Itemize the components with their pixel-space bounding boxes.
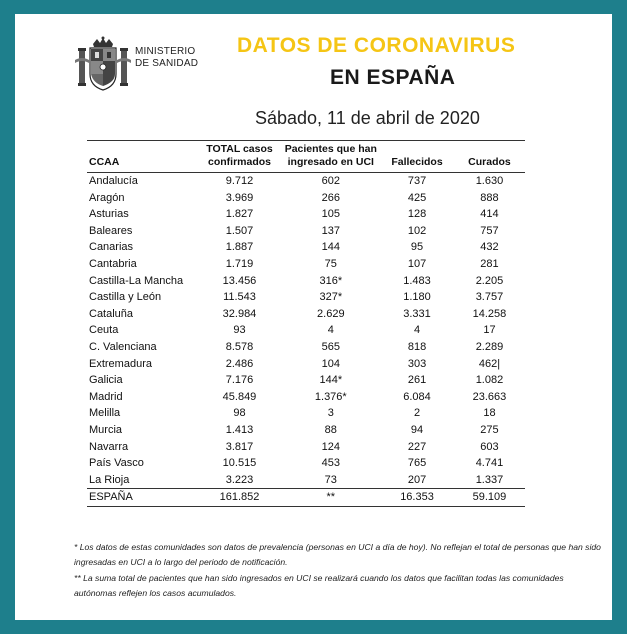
cell-fallecidos: 102 xyxy=(407,224,427,237)
cell-curados: 1.337 xyxy=(475,473,504,486)
cell-total: 9.712 xyxy=(225,175,254,187)
cell-fallecidos: 207 xyxy=(407,473,427,486)
footnotes xyxy=(74,540,604,602)
table-row xyxy=(87,356,525,373)
footnote-2: ** La suma total de pacientes que han sido ingresados en UCI se realizará cuando los datos que facilitan todas las comunidades autónomas reflejen los casos acumulados. xyxy=(74,573,564,598)
cell-uci: 88 xyxy=(324,423,337,436)
cell-fallecidos: 2 xyxy=(413,407,421,420)
cell-fallecidos: 765 xyxy=(407,457,427,470)
cell-uci: 3 xyxy=(327,407,334,420)
header-curados: Curados xyxy=(454,141,525,173)
cell-fallecidos: 95 xyxy=(410,241,424,254)
ministry-logo xyxy=(75,36,235,94)
table-row xyxy=(87,322,525,339)
table-row xyxy=(87,239,525,256)
table-row xyxy=(87,306,525,323)
cell-total: 3.223 xyxy=(225,473,254,486)
footnote-1: * Los datos de estas comunidades son datos de prevalencia (personas en UCI a día de hoy). No reflejan el total de personas que han sido ingresadas en UCI a lo largo del periodo de notificación. xyxy=(74,542,601,567)
table-row xyxy=(87,455,525,472)
cell-fallecidos: 128 xyxy=(407,208,427,221)
cell-curados: 757 xyxy=(480,224,499,237)
ministry-line-1: MINISTERIO xyxy=(135,46,196,57)
cell-ccaa: Asturias xyxy=(89,208,129,221)
cell-ccaa: Cataluña xyxy=(89,307,134,320)
cell-uci: 327* xyxy=(319,291,343,304)
title-line-1: DATOS DE CORONAVIRUS xyxy=(237,34,516,57)
cell-curados: 18 xyxy=(483,407,496,420)
cell-fallecidos: 303 xyxy=(407,357,427,370)
cell-ccaa: Canarias xyxy=(89,241,134,254)
cell-fallecidos: 818 xyxy=(407,340,427,353)
cell-total: 3.817 xyxy=(225,440,254,453)
cell-ccaa: Navarra xyxy=(89,440,129,453)
cell-total: 98 xyxy=(233,407,246,420)
cell-fallecidos: 16.353 xyxy=(380,489,454,507)
cell-curados: 1.630 xyxy=(475,175,504,187)
cell-ccaa: Melilla xyxy=(89,407,121,420)
cell-fallecidos: 1.483 xyxy=(403,274,431,287)
cell-ccaa: Murcia xyxy=(89,423,123,436)
table-row xyxy=(87,273,525,290)
cell-total: 10.515 xyxy=(222,457,257,470)
cell-uci: 2.629 xyxy=(317,307,345,320)
table-row xyxy=(87,206,525,223)
cell-ccaa: Andalucía xyxy=(89,175,138,187)
cell-total: 161.852 xyxy=(198,489,282,507)
cell-curados: 23.663 xyxy=(472,390,507,403)
header-ccaa: CCAA xyxy=(87,141,198,173)
cell-ccaa: ESPAÑA xyxy=(87,489,198,507)
table-row xyxy=(87,256,525,273)
cell-fallecidos: 3.331 xyxy=(403,307,431,320)
cell-fallecidos: 6.084 xyxy=(403,390,431,403)
data-table-container xyxy=(87,140,525,507)
table-total-row xyxy=(87,489,525,507)
header-uci-line-2: ingresado en UCI xyxy=(287,156,374,168)
cell-uci: 144 xyxy=(321,241,340,254)
table-row xyxy=(87,372,525,389)
cell-uci: 1.376* xyxy=(314,390,347,403)
table-body xyxy=(87,173,525,507)
table-row xyxy=(87,173,525,190)
cell-curados: 281 xyxy=(480,257,499,270)
cell-curados: 4.741 xyxy=(475,457,504,470)
cell-total: 1.507 xyxy=(225,224,254,237)
cell-total: 13.456 xyxy=(222,274,257,287)
cell-curados: 888 xyxy=(480,191,499,204)
cell-curados: 17 xyxy=(483,324,496,337)
cell-ccaa: Cantabria xyxy=(89,257,137,270)
table-row xyxy=(87,472,525,489)
cell-total: 1.887 xyxy=(225,241,254,254)
cell-curados: 2.289 xyxy=(475,340,504,353)
cell-fallecidos: 227 xyxy=(407,440,427,453)
cell-ccaa: País Vasco xyxy=(89,457,144,470)
cell-total: 1.719 xyxy=(225,257,254,270)
header-uci xyxy=(281,141,380,173)
cell-uci: 453 xyxy=(321,457,340,470)
cell-fallecidos: 94 xyxy=(410,423,424,436)
cell-uci: 137 xyxy=(321,224,340,237)
ministry-line-2: DE SANIDAD xyxy=(135,58,199,69)
cell-fallecidos: 1.180 xyxy=(403,291,431,304)
cell-uci: ** xyxy=(281,489,380,507)
cell-total: 2.486 xyxy=(225,357,254,370)
cell-curados: 59.109 xyxy=(454,489,525,507)
table-row xyxy=(87,422,525,439)
cell-total: 7.176 xyxy=(225,374,254,387)
cell-total: 8.578 xyxy=(225,340,254,353)
cell-curados: 603 xyxy=(480,440,499,453)
cell-curados: 462| xyxy=(478,357,501,370)
report-date: Sábado, 11 de abril de 2020 xyxy=(255,108,480,128)
cell-ccaa: Ceuta xyxy=(89,324,119,337)
cell-uci: 266 xyxy=(321,191,340,204)
cell-ccaa: Baleares xyxy=(89,224,133,237)
cell-uci: 73 xyxy=(324,473,337,486)
cell-curados: 3.757 xyxy=(475,291,504,304)
cell-uci: 75 xyxy=(324,257,337,270)
cell-curados: 14.258 xyxy=(472,307,507,320)
cell-ccaa: Galicia xyxy=(89,374,123,387)
table-header-row xyxy=(87,141,525,173)
title-line-2: EN ESPAÑA xyxy=(330,66,456,89)
cell-fallecidos: 4 xyxy=(413,324,421,337)
cell-ccaa: La Rioja xyxy=(89,473,130,486)
cell-fallecidos: 107 xyxy=(407,257,427,270)
cell-ccaa: Madrid xyxy=(89,390,123,403)
cell-uci: 124 xyxy=(321,440,340,453)
cell-uci: 565 xyxy=(321,340,340,353)
ministry-name xyxy=(135,46,198,70)
cell-curados: 432 xyxy=(480,241,499,254)
cell-total: 1.413 xyxy=(225,423,254,436)
cell-curados: 2.205 xyxy=(475,274,504,287)
cell-ccaa: Aragón xyxy=(89,191,125,204)
cell-total: 32.984 xyxy=(222,307,257,320)
cell-ccaa: Castilla y León xyxy=(89,291,162,304)
table-row xyxy=(87,389,525,406)
cell-fallecidos: 261 xyxy=(407,374,427,387)
cell-total: 45.849 xyxy=(222,390,257,403)
table-row xyxy=(87,289,525,306)
cell-curados: 414 xyxy=(480,208,499,221)
cell-uci: 602 xyxy=(321,175,340,187)
cell-uci: 4 xyxy=(327,324,334,337)
cell-total: 3.969 xyxy=(225,191,254,204)
cell-fallecidos: 737 xyxy=(407,175,427,187)
cell-ccaa: Castilla-La Mancha xyxy=(89,274,184,287)
cell-curados: 275 xyxy=(480,423,499,436)
header-total xyxy=(198,141,282,173)
report-card xyxy=(15,14,612,620)
header-total-line-2: confirmados xyxy=(207,156,271,168)
cell-ccaa: C. Valenciana xyxy=(89,340,157,353)
cell-uci: 144* xyxy=(319,374,343,387)
header-total-line-1: TOTAL casos xyxy=(206,143,273,155)
coat-of-arms-icon xyxy=(75,36,131,94)
cell-curados: 1.082 xyxy=(475,374,504,387)
table-row xyxy=(87,223,525,240)
header-fallecidos: Fallecidos xyxy=(380,141,454,173)
cell-uci: 316* xyxy=(319,274,343,287)
table-row xyxy=(87,405,525,422)
table-row xyxy=(87,339,525,356)
table-row xyxy=(87,190,525,207)
table-row xyxy=(87,439,525,456)
cell-ccaa: Extremadura xyxy=(89,357,152,370)
cell-total: 93 xyxy=(233,324,246,337)
cell-uci: 105 xyxy=(321,208,340,221)
cell-uci: 104 xyxy=(321,357,340,370)
covid-data-table xyxy=(87,140,525,507)
cell-fallecidos: 425 xyxy=(407,191,427,204)
header-uci-line-1: Pacientes que han xyxy=(284,143,377,155)
cell-total: 11.543 xyxy=(223,291,256,304)
cell-total: 1.827 xyxy=(225,208,254,221)
